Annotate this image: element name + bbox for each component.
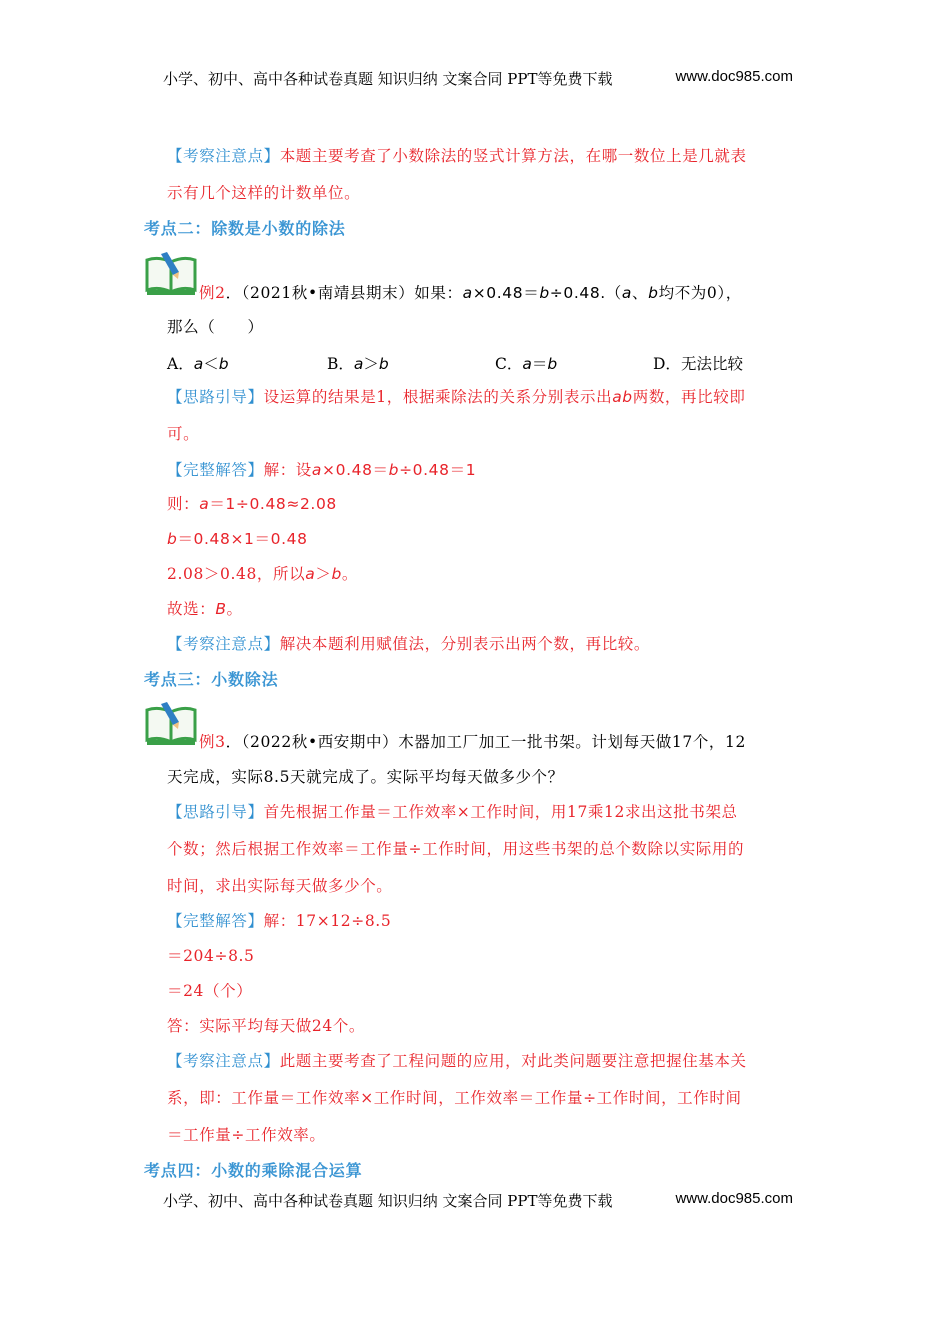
book-pencil-icon [143,250,199,298]
example2-answer-line4: 2.08＞0.48，所以a＞b。 [167,565,359,583]
example2-hint-line1: 【思路引导】设运算的结果是1，根据乘除法的关系分别表示出ab两数，再比较即 [167,388,746,406]
example2-answer-line3: b＝0.48×1＝0.48 [167,530,308,548]
example3-note-line1: 【考察注意点】此题主要考查了工程问题的应用，对此类问题要注意把握住基本关 [167,1052,747,1070]
note1-line2: 示有几个这样的计数单位。 [167,184,361,202]
page-header [163,68,793,89]
example3-note-line2: 系，即：工作量＝工作效率×工作时间，工作效率＝工作量÷工作时间，工作时间 [167,1089,742,1107]
header-text: 小学、初中、高中各种试卷真题 知识归纳 文案合同 PPT等免费下载 [163,70,613,88]
example3-answer-line3: ＝24（个） [167,982,253,1000]
example2-question-line1: 例2．（2021秋•南靖县期末）如果：a×0.48＝b÷0.48.（a、b均不为0）， [199,284,742,302]
example2-question-line2: 那么（ ） [167,318,264,336]
example3-answer-line1: 【完整解答】解：17×12÷8.5 [167,912,392,930]
footer-url[interactable]: www.doc985.com [675,1190,793,1207]
section-heading-2: 考点二：除数是小数的除法 [144,219,346,238]
section-heading-3: 考点三：小数除法 [144,670,279,689]
option-d[interactable]: D．无法比较 [653,355,743,373]
option-c[interactable]: C．a＝b [495,355,558,373]
note1-line1: 【考察注意点】本题主要考查了小数除法的竖式计算方法，在哪一数位上是几就表 [167,147,747,165]
example2-note: 【考察注意点】解决本题利用赋值法，分别表示出两个数，再比较。 [167,635,651,653]
example3-answer-line4: 答：实际平均每天做24个。 [167,1017,366,1035]
option-a[interactable]: A．a＜b [167,355,229,373]
example3-question-line1: 例3．（2022秋•西安期中）木器加工厂加工一批书架。计划每天做17个，12 [199,733,746,751]
option-b[interactable]: B．a＞b [327,355,389,373]
footer-text: 小学、初中、高中各种试卷真题 知识归纳 文案合同 PPT等免费下载 [163,1192,613,1210]
example3-hint-line1: 【思路引导】首先根据工作量＝工作效率×工作时间，用17乘12求出这批书架总 [167,803,738,821]
section-heading-4: 考点四：小数的乘除混合运算 [144,1161,363,1180]
header-url[interactable]: www.doc985.com [675,68,793,85]
book-pencil-icon [143,700,199,748]
example2-hint-line2: 可。 [167,425,200,443]
example2-answer-line5: 故选：B。 [167,600,243,618]
example2-answer-line2: 则：a＝1÷0.48≈2.08 [167,495,337,513]
example3-note-line3: ＝工作量÷工作效率。 [167,1126,326,1144]
example3-question-line2: 天完成，实际8.5天就完成了。实际平均每天做多少个？ [167,768,564,786]
example2-answer-line1: 【完整解答】解：设a×0.48＝b÷0.48＝1 [167,461,477,479]
page-footer [163,1190,793,1211]
example3-hint-line2: 个数；然后根据工作效率＝工作量÷工作时间，用这些书架的总个数除以实际用的 [167,840,745,858]
example3-answer-line2: ＝204÷8.5 [167,947,255,965]
example3-hint-line3: 时间，求出实际每天做多少个。 [167,877,393,895]
